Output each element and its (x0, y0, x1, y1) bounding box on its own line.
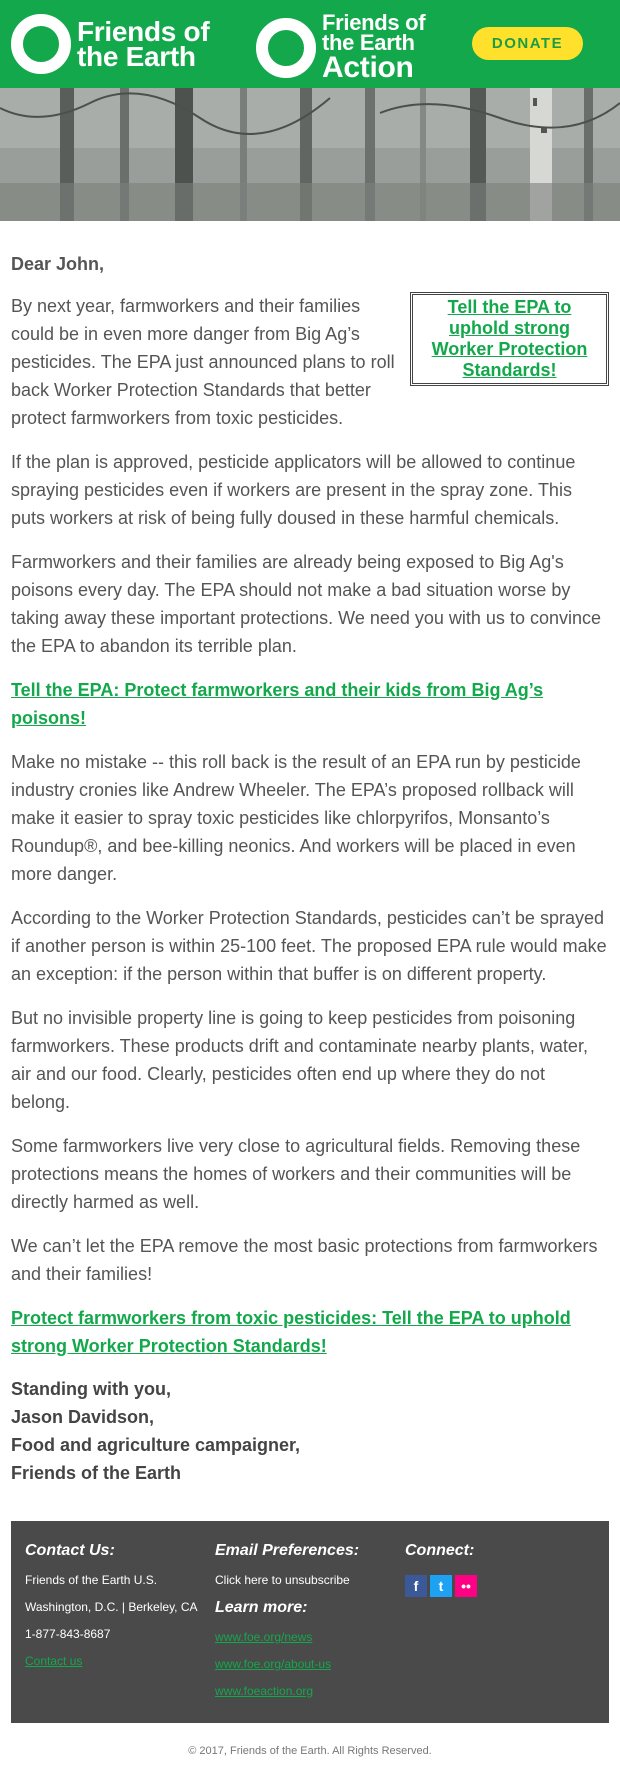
greeting: Dear John, (11, 254, 105, 274)
footer-connect-column (405, 1531, 595, 1699)
unsubscribe-link[interactable]: Click here to unsubscribe (215, 1573, 350, 1587)
news-link[interactable]: www.foe.org/news (215, 1630, 313, 1644)
about-us-link[interactable]: www.foe.org/about-us (215, 1657, 332, 1671)
logo-line: Action (322, 51, 414, 84)
twitter-icon[interactable]: t (430, 1575, 452, 1597)
donate-button[interactable]: DONATE (472, 27, 583, 60)
forest-illustration (0, 88, 620, 221)
signoff (11, 1375, 609, 1487)
logo-ring-icon (256, 18, 316, 78)
org-location: Washington, D.C. | Berkeley, CA (25, 1600, 198, 1614)
cta-link[interactable]: Tell the EPA: Protect farmworkers and their kids from Big Ag’s poisons! (11, 680, 544, 728)
logo-line: the Earth (77, 41, 196, 72)
signoff-line: Standing with you, (11, 1379, 171, 1399)
logo-text (77, 16, 210, 72)
paragraph (11, 292, 609, 432)
copyright: © 2017, Friends of the Earth. All Rights Reserved. (188, 1745, 432, 1757)
header (0, 0, 620, 88)
foe-action-link[interactable]: www.foeaction.org (215, 1684, 314, 1698)
org-phone: 1-877-843-8687 (25, 1627, 111, 1641)
signoff-title: Food and agriculture campaigner, (11, 1435, 301, 1455)
learn-more-heading: Learn more: (215, 1599, 308, 1616)
callout-link[interactable]: Tell the EPA to uphold strong Worker Protection Standards! (431, 297, 588, 380)
callout-box (410, 292, 609, 386)
paragraph: But no invisible property line is going to keep pesticides from poisoning farmworkers. These products drift and contaminate nearby plants, water, air and our food. Clearly, pesticides often end up where they do not belong. (11, 1008, 588, 1112)
contact-us-link[interactable]: Contact us (25, 1654, 83, 1668)
org-name: Friends of the Earth U.S. (25, 1573, 158, 1587)
flickr-icon[interactable]: •• (455, 1575, 477, 1597)
hero-forest-image (0, 88, 620, 221)
paragraph-text: By next year, farmworkers and their families could be in even more danger from Big Ag’s pesticides. The EPA just announced plans to roll back Worker Protection Standards that better protect farmworkers from toxic pesticides. (11, 296, 395, 428)
foe-action-logo[interactable] (256, 10, 426, 84)
logo-line: Friends of (77, 16, 210, 47)
logo-line: Friends of (322, 10, 426, 35)
logo-line: the Earth (322, 30, 415, 55)
cta-link[interactable]: Protect farmworkers from toxic pesticides: Tell the EPA to uphold strong Worker Protection Standards! (11, 1308, 571, 1356)
signoff-name: Jason Davidson, (11, 1407, 155, 1427)
foe-logo[interactable] (11, 14, 209, 74)
footer-contact-column (25, 1531, 215, 1699)
footer-prefs-column (215, 1531, 405, 1699)
email-body (0, 252, 620, 1487)
social-icons (405, 1575, 595, 1597)
footer (11, 1521, 609, 1723)
signoff-org: Friends of the Earth (11, 1463, 182, 1483)
paragraph: Farmworkers and their families are already being exposed to Big Ag's poisons every day. The EPA should not make a bad situation worse by taking away these important protections. We need you with us to convince the EPA to abandon its terrible plan. (11, 552, 601, 656)
contact-heading: Contact Us: (25, 1542, 115, 1559)
paragraph: According to the Worker Protection Standards, pesticides can’t be sprayed if another person is within 25-100 feet. The proposed EPA rule would make an exception: if the person within that buffer is on different property. (11, 908, 607, 984)
logo-ring-icon (11, 14, 71, 74)
paragraph: Some farmworkers live very close to agricultural fields. Removing these protections means the homes of workers and their communities will be directly harmed as well. (11, 1136, 581, 1212)
facebook-icon[interactable]: f (405, 1575, 427, 1597)
email-prefs-heading: Email Preferences: (215, 1542, 360, 1559)
paragraph: If the plan is approved, pesticide applicators will be allowed to continue spraying pesticides even if workers are present in the spray zone. This puts workers at risk of being fully doused in these harmful chemicals. (11, 452, 576, 528)
paragraph: We can’t let the EPA remove the most basic protections from farmworkers and their families! (11, 1236, 598, 1284)
logo-text (322, 10, 426, 84)
paragraph: Make no mistake -- this roll back is the result of an EPA run by pesticide industry cronies like Andrew Wheeler. The EPA’s proposed rollback will make it easier to spray toxic pesticides like chlorpyrifos, Monsanto’s Roundup®, and bee-killing neonics. And workers will be placed in even more danger. (11, 752, 581, 884)
connect-heading: Connect: (405, 1542, 475, 1559)
